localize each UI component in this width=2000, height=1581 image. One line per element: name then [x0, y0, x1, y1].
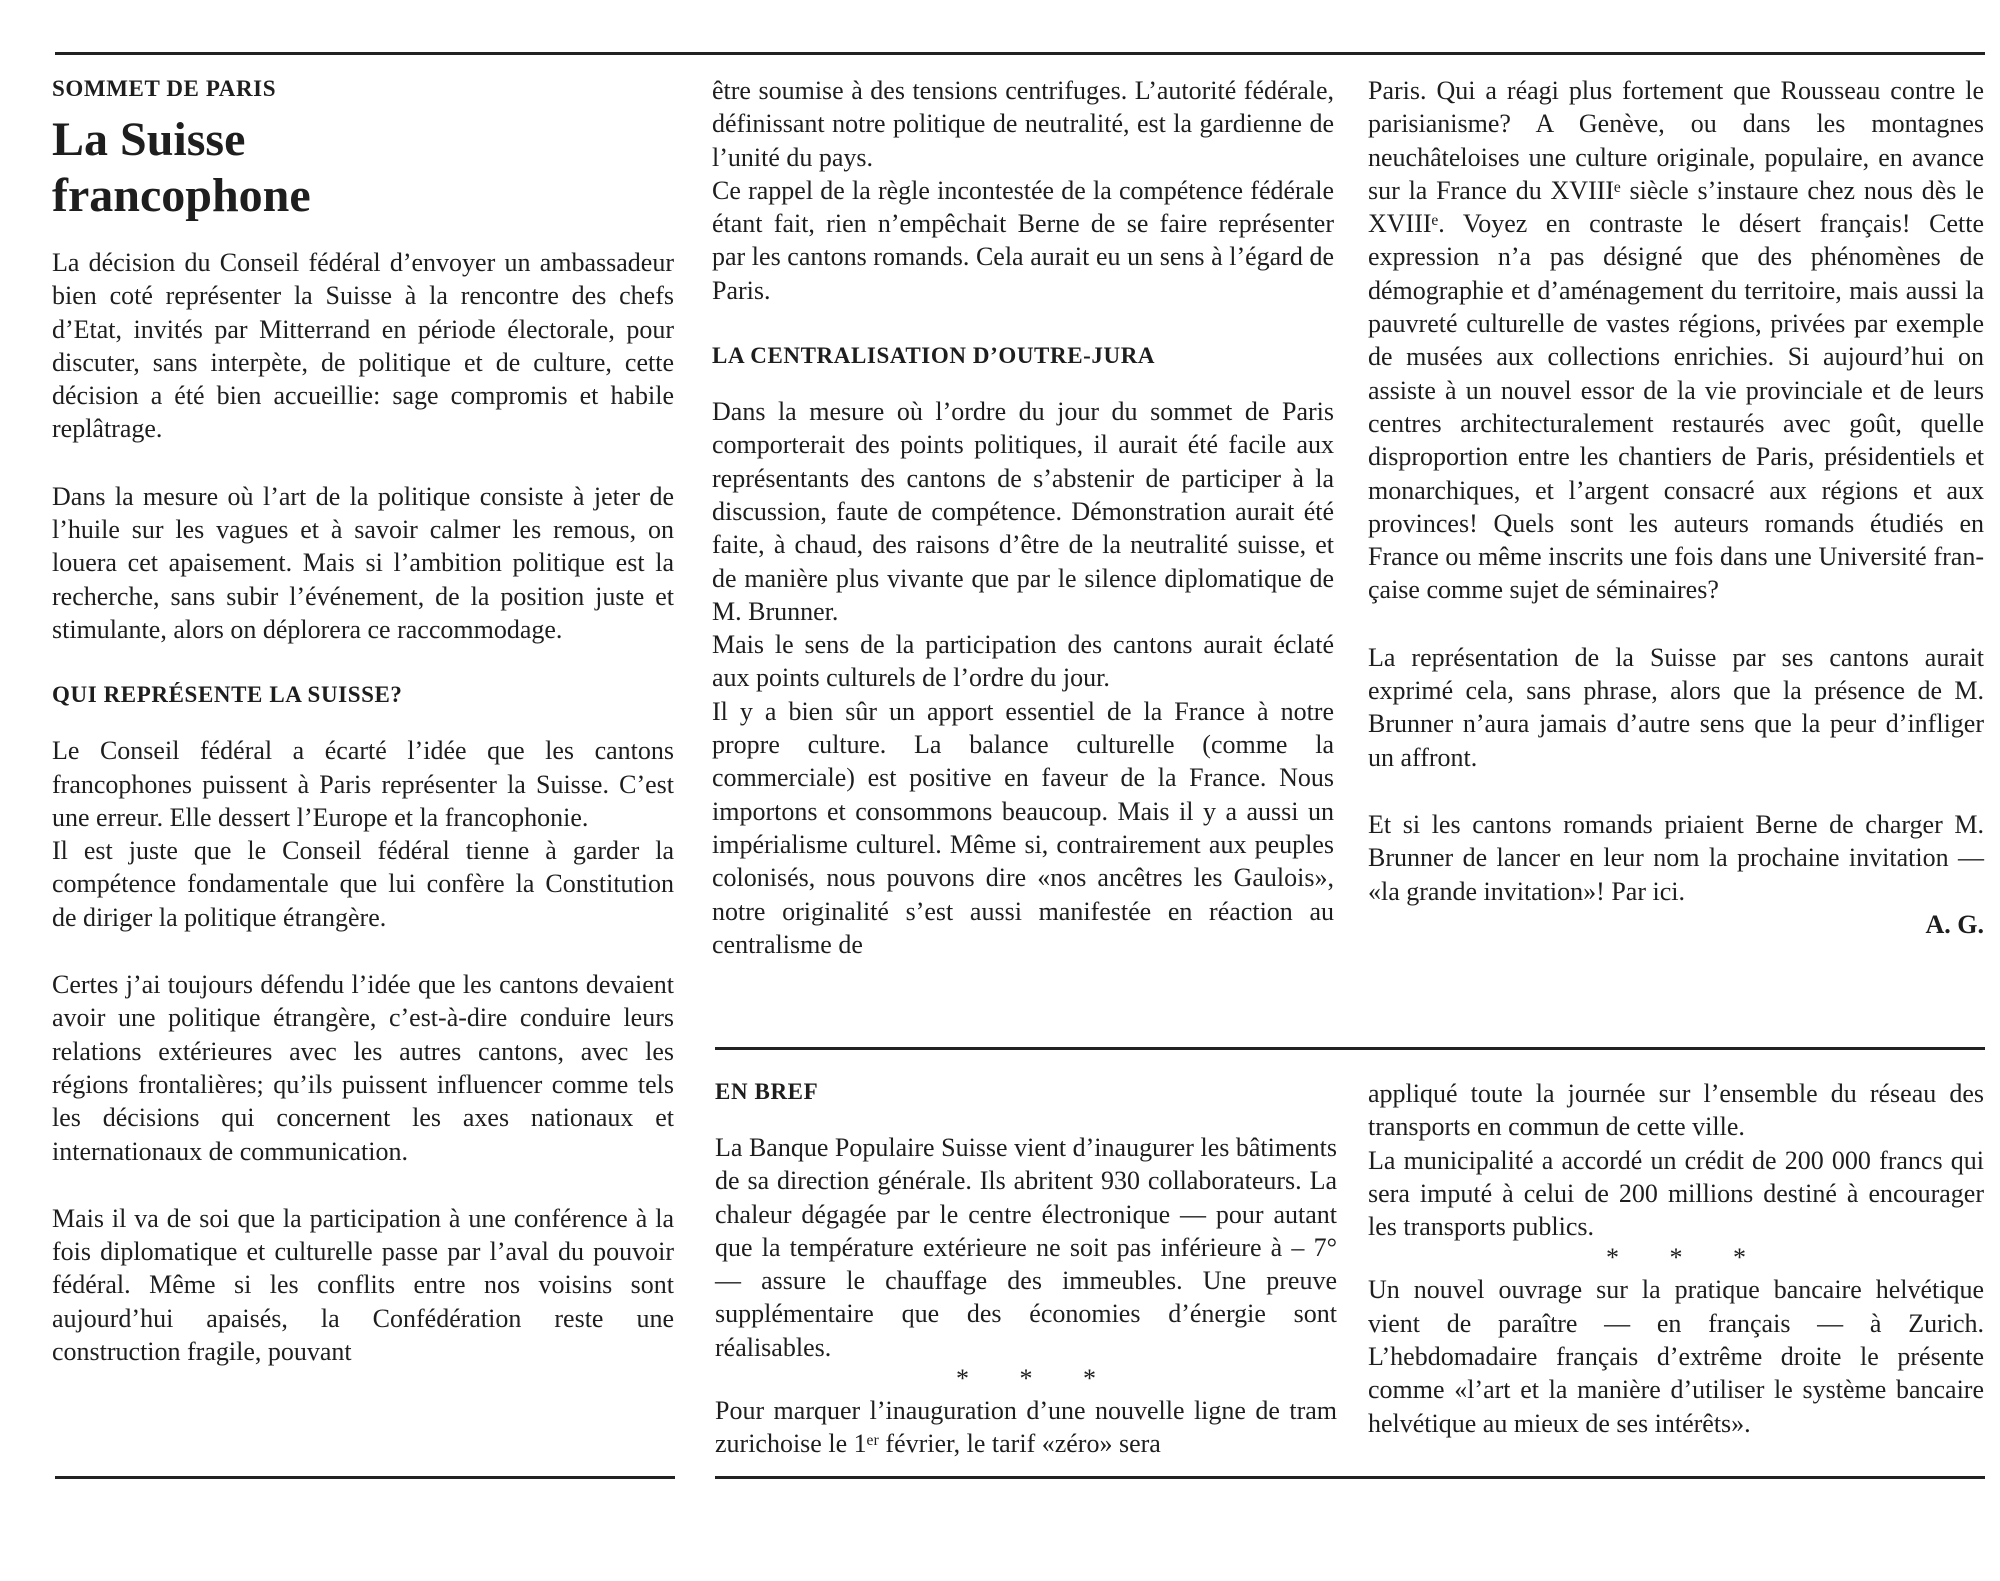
article-paragraph: Dans la mesure où l’art de la politique consiste à jeter de l’huile sur les vagues et à savoir calmer les remous, on louera cet apaisement. Mais si l’ambition politique est la recherche, sans subir l’événement, de la position juste et stimulante, alors on déplorera ce raccommodage. [52, 481, 674, 644]
article-paragraph: Il y a bien sûr un apport essentiel de la France à notre propre culture. La balance culturelle (comme la commerciale) est positive en faveur de la France. Nous importons et consommons beaucoup. Mais il y a aussi un impérialisme culturel. Même si, contrairement aux peuples colonisés, nous pouvons dire «nos ancêtres les Gaulois», notre originalité s’est aussi manifestée en réaction au centralisme de [712, 696, 1334, 959]
en-bref-column-3 [1368, 1077, 1984, 1440]
en-bref-heading: EN BREF [715, 1079, 819, 1104]
subheading-centralisation: LA CENTRALISATION D’OUTRE-JURA [712, 343, 1156, 369]
headline-line-2: francophone [52, 169, 311, 222]
article-paragraph: Et si les cantons romands priaient Berne de charger M. Brunner de lancer en leur nom la prochaine invitation — «la grande invitation»! Par ici. [1368, 809, 1984, 906]
top-rule [55, 52, 1985, 55]
article-paragraph: Paris. Qui a réagi plus fortement que Rousseau contre le parisianisme? A Genève, ou dans les montagnes neuchâteloises une culture originale, populaire, en avance sur la France du XVIIIᵉ siècle s’instaure chez nous dès le XVIIIᵉ. Voyez en contraste le désert français! Cette expression n’a pas désigné que des phénomènes de démographie et d’aménagement du territoire, mais aussi la pauvreté culturelle de vastes régions, privées par exemple de musées aux collections enrichies. Si aujourd’hui on assiste à un nouvel essor de la vie provinciale et de leurs centres architecturalement restaurés avec goût, quelle disproportion entre les chantiers de Paris, présidentiels et monarchiques, et l’argent consacré aux régions et aux provinces! Quels sont les auteurs romands étudiés en France ou même inscrits une fois dans une Université française comme sujet de séminaires? [1368, 76, 1984, 605]
article-bottom-rule [55, 1476, 675, 1479]
en-bref-top-rule [715, 1047, 1985, 1050]
en-bref-item: La Banque Populaire Suisse vient d’inaugurer les bâtiments de sa direction générale. Ils abritent 930 collaborateurs. La chaleur dégagée par le centre électronique — pour autant que la température extérieure ne soit pas inférieure à – 7° — assure le chauffage des immeubles. Une preuve supplémentaire que des économies d’énergie sont réalisables. [715, 1133, 1337, 1362]
article-paragraph: être soumise à des tensions centrifuges. L’autorité fédérale, définissant notre politique de neutralité, est la gardienne de l’unité du pays. [712, 76, 1334, 172]
article-paragraph: Ce rappel de la règle incontestée de la compétence fédérale étant fait, rien n’empêchait Berne de se faire représenter par les cantons romands. Cela aurait eu un sens à l’égard de Paris. [712, 175, 1334, 305]
en-bref-column-2 [715, 1077, 1337, 1461]
article-paragraph: Il est juste que le Conseil fédéral tienne à garder la compétence fondamentale que lui confère la Constitution de diriger la politique étrangère. [52, 836, 674, 932]
article-paragraph: Le Conseil fédéral a écarté l’idée que les cantons francophones puissent à Paris représenter la Suisse. C’est une erreur. Elle dessert l’Europe et la francophonie. [52, 736, 674, 832]
article-column-1 [52, 74, 674, 1368]
article-kicker: SOMMET DE PARIS [52, 76, 277, 101]
article-paragraph: Dans la mesure où l’ordre du jour du sommet de Paris comporterait des points politiques, il aurait été facile aux représentants des cantons de s’abstenir de participer à la discussion, faute de compétence. Démonstration aurait été faite, à chaud, des raisons d’être de la neutralité suisse, et de manière plus vivante que par le silence diplomatique de M. Brunner. [712, 397, 1334, 626]
en-bref-item: appliqué toute la journée sur l’ensemble du réseau des transports en commun de cette ville. [1368, 1079, 1984, 1142]
en-bref-item: Un nouvel ouvrage sur la pratique bancaire helvétique vient de paraître — en français — à Zurich. L’hebdomadaire français d’extrême droite le présente comme «l’art et la manière d’utiliser le système bancaire helvétique au mieux de ses intérêts». [1368, 1275, 1984, 1438]
article-paragraph: Mais il va de soi que la participation à une conférence à la fois diplomatique et culturelle passe par l’aval du pouvoir fédéral. Même si les conflits entre nos voisins sont aujourd’hui apaisés, la Confédération reste une construction fragile, pouvant [52, 1203, 674, 1367]
en-bref-bottom-rule [715, 1476, 1985, 1479]
subheading-qui-represente: QUI REPRÉSENTE LA SUISSE? [52, 682, 403, 708]
en-bref-item: La municipalité a accordé un crédit de 200 000 francs qui sera imputé à celui de 200 millions destiné à encourager les transports publics. [1368, 1145, 1984, 1242]
section-separator: * * * [1606, 1243, 1768, 1273]
headline-line-1: La Suisse [52, 113, 246, 166]
article-paragraph: Certes j’ai toujours défendu l’idée que les cantons devaient avoir une politique étrangère, c’est-à-dire conduire leurs relations extérieures avec les autres cantons, avec les régions frontalières; qu’ils puissent influencer comme tels les décisions qui concernent les axes nationaux et internationaux de communication. [52, 970, 674, 1166]
article-headline [52, 112, 674, 224]
section-separator: * * * [956, 1364, 1118, 1394]
article-paragraph: La décision du Conseil fédéral d’envoyer un ambassadeur bien coté représenter la Suisse à la rencontre des chefs d’Etat, invités par Mitterrand en période électorale, pour discuter, sans interpète, de politique et de culture, cette décision a été bien accueillie: sage compromis et habile replâtrage. [52, 248, 674, 444]
author-signature: A. G. [1925, 909, 1984, 939]
article-paragraph: Mais le sens de la participation des cantons aurait éclaté aux points culturels de l’ordre du jour. [712, 630, 1334, 693]
article-column-3 [1368, 74, 1984, 941]
en-bref-item: Pour marquer l’inauguration d’une nouvelle ligne de tram zurichoise le 1ᵉʳ février, le tarif «zéro» sera [715, 1396, 1337, 1459]
article-column-2 [712, 74, 1334, 961]
article-paragraph: La représentation de la Suisse par ses cantons aurait exprimé cela, sans phrase, alors que la présence de M. Brunner n’aura jamais d’autre sens que la peur d’infliger un affront. [1368, 642, 1984, 772]
